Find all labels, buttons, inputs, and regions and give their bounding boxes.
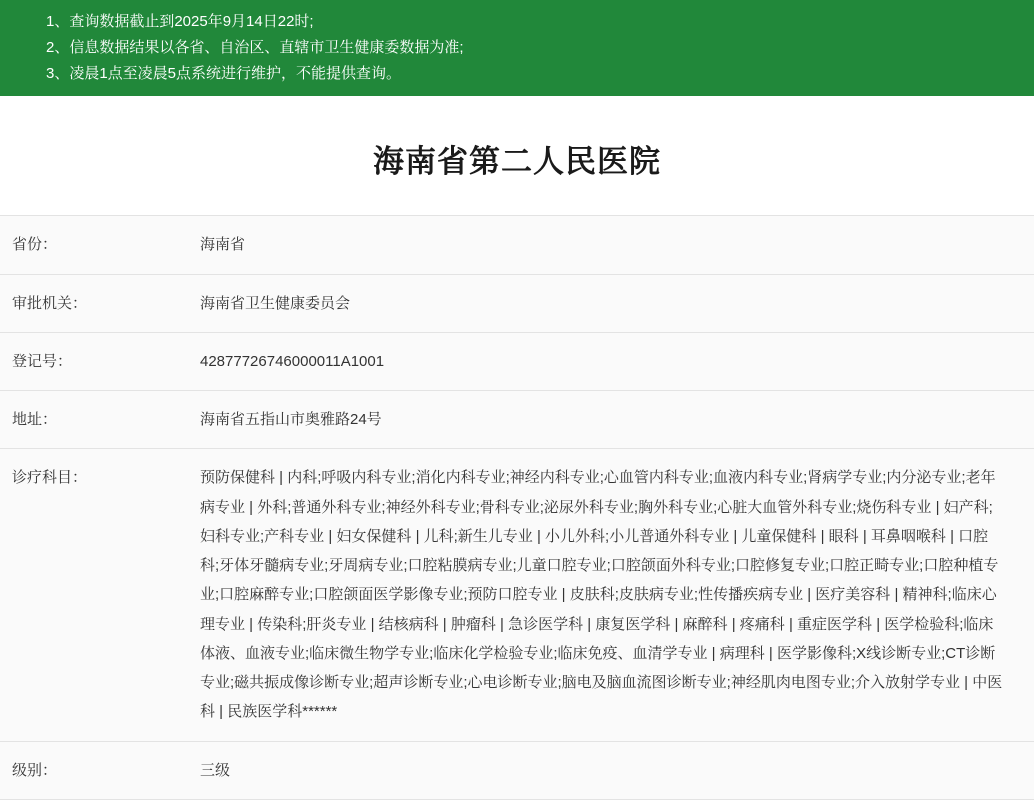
close-window-button[interactable]: 【关闭窗口】: [398, 741, 648, 775]
row-value: 42877726746000011A1001: [200, 352, 385, 370]
watermark-text: 康信无忧: [332, 241, 678, 481]
notice-line-2: 2、信息数据结果以各省、自治区、直辖市卫生健康委数据为准;: [46, 38, 464, 56]
table-row: [0, 332, 1034, 390]
row-label: 审批机关：: [12, 294, 88, 312]
notice-line-1: 1、查询数据截止到2025年9月14日22时;: [46, 13, 314, 30]
row-value: 海南省: [200, 236, 246, 254]
notice-line-3: 3、凌晨1点至凌晨5点系统进行维护，不能提供查询。: [46, 64, 402, 82]
row-label: 诊疗科目：: [12, 469, 88, 487]
row-value: 海南省五指山市奥雅路24号: [200, 411, 382, 429]
table-row: [0, 274, 1034, 332]
row-label: 级别：: [12, 761, 58, 779]
table-row: [0, 391, 1034, 449]
row-label: 地址：: [12, 411, 58, 429]
row-value: 海南省卫生健康委员会: [200, 294, 351, 312]
notice-banner: [0, 0, 1034, 96]
row-value: 预防保健科 | 内科;呼吸内科专业;消化内科专业;神经内科专业;心血管内科专业;血液内科专业;肾病学专业;内分泌专业;老年病专业 | 外科;普通外科专业;神经外科专业;骨科专业;泌尿外科专业;胸外科专业;心脏大血管外科专业;烧伤科专业 | 妇产科;妇科专业;产科专业 | 妇女保健科 | 儿科;新生儿专业 | 小儿外科;小儿普通外科专业 | 儿童保健科 | 眼科 | 耳鼻咽喉科 | 口腔科;牙体牙髓病专业;牙周病专业;口腔粘膜病专业;儿童口腔专业;口腔颌面外科专业;口腔修复专业;口腔正畸专业;口腔种植专业;口腔麻醉专业;口腔颌面医学影像专业;预防口腔专业 | 皮肤科;皮肤病专业;性传播疾病专业 | 医疗美容科 | 精神科;临床心理专业 | 传染科;肝炎专业 | 结核病科 | 肿瘤科 | 急诊医学科 | 康复医学科 | 麻醉科 | 疼痛科 | 重症医学科 | 医学检验科;临床体液、血液专业;临床微生物学专业;临床化学检验专业;临床免疫、血清学专业 | 病理科 | 医学影像科;X线诊断专业;CT诊断专业;磁共振成像诊断专业;超声诊断专业;心电诊断专业;脑电及脑血流图诊断专业;神经肌肉电图专业;介入放射学专业 | 中医科 | 民族医学科******: [200, 469, 1003, 721]
page-title: 海南省第二人民医院: [373, 144, 661, 180]
row-value: 三级: [200, 761, 231, 779]
hospital-info-table: [0, 215, 1034, 800]
page-title-wrap: [0, 96, 1034, 215]
row-label: 登记号：: [12, 352, 73, 370]
credit-text: ◎本图由平台注册用户上传: [897, 752, 1028, 764]
table-row: [0, 216, 1034, 274]
table-row: [0, 449, 1034, 741]
table-row: [0, 741, 1034, 799]
row-label: 省份：: [12, 236, 58, 254]
